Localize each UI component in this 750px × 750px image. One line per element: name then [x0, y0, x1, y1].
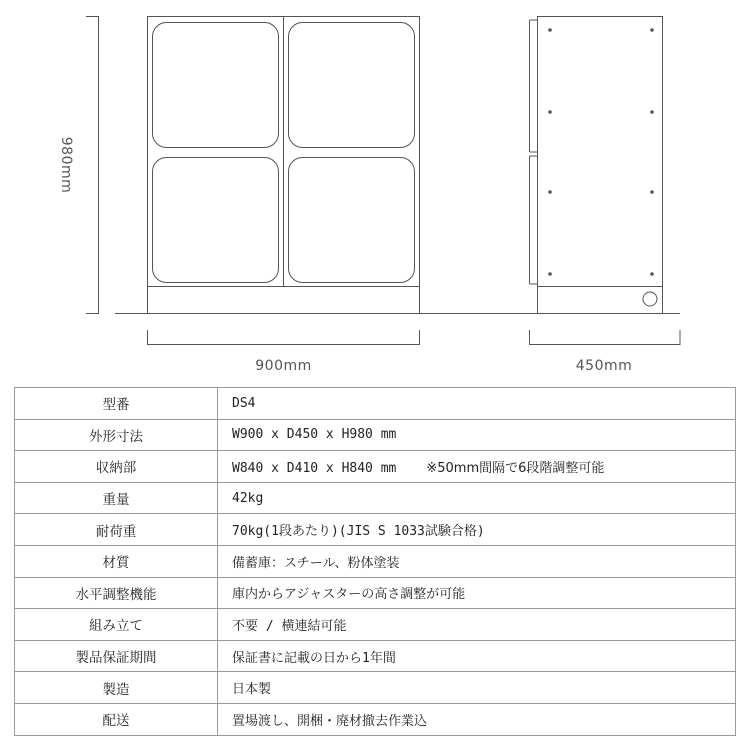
spec-value: 日本製 [232, 682, 272, 698]
spec-key: 配送 [15, 703, 218, 735]
spec-row [15, 640, 736, 672]
spec-row [15, 672, 736, 704]
spec-table [14, 387, 736, 736]
spec-value-cell [218, 451, 736, 483]
spec-value: 備蓄庫：スチール、粉体塗装 [232, 555, 400, 571]
door-panel-bottom-left [153, 158, 279, 283]
side-outline [538, 17, 663, 314]
spec-value-cell [218, 703, 736, 735]
spec-value: 保証書に記載の日から1年間 [232, 650, 396, 666]
spec-row [15, 419, 736, 451]
spec-key: 製品保証期間 [15, 640, 218, 672]
side-view [530, 17, 663, 314]
spec-row [15, 514, 736, 546]
spec-value: 庫内からアジャスターの高さ調整が可能 [232, 587, 466, 603]
spec-value: W900 x D450 x H980 mm [232, 427, 397, 443]
spec-key: 収納部 [15, 451, 218, 483]
height-label: 980mm [58, 136, 74, 194]
spec-value-cell [218, 388, 736, 420]
height-dimension [86, 17, 99, 314]
spec-value-cell [218, 419, 736, 451]
spec-value: 42kg [232, 490, 264, 506]
spec-value-cell [218, 514, 736, 546]
spec-row [15, 545, 736, 577]
side-view-holes [548, 28, 654, 276]
adjuster-icon [643, 292, 657, 306]
spec-value: DS4 [232, 395, 256, 411]
spec-value-cell [218, 609, 736, 641]
depth-label: 450mm [575, 358, 633, 374]
spec-value: 70kg(1段あたり)(JIS S 1033試験合格) [232, 524, 485, 540]
spec-value-cell [218, 577, 736, 609]
spec-key: 重量 [15, 482, 218, 514]
spec-key: 外形寸法 [15, 419, 218, 451]
spec-row [15, 703, 736, 735]
width-label: 900mm [255, 358, 312, 374]
spec-value-cell [218, 640, 736, 672]
spec-key: 材質 [15, 545, 218, 577]
door-panel-top-left [153, 23, 279, 148]
spec-row [15, 577, 736, 609]
front-view [148, 17, 420, 314]
width-dimension [148, 330, 420, 345]
spec-value: 不要 / 横連結可能 [232, 618, 347, 634]
spec-row [15, 609, 736, 641]
depth-dimension [530, 330, 681, 345]
spec-value: W840 x D410 x H840 mm [232, 460, 397, 476]
spec-key: 製造 [15, 672, 218, 704]
spec-key: 耐荷重 [15, 514, 218, 546]
spec-note: ※50mm間隔で6段階調整可能 [426, 460, 605, 476]
spec-row [15, 482, 736, 514]
spec-value-cell [218, 482, 736, 514]
spec-row [15, 451, 736, 483]
door-panel-bottom-right [289, 158, 415, 283]
spec-row [15, 388, 736, 420]
spec-key: 組み立て [15, 609, 218, 641]
door-panel-top-right [289, 23, 415, 148]
spec-value: 置場渡し、開梱・廃材撤去作業込 [232, 713, 428, 729]
spec-key: 型番 [15, 388, 218, 420]
spec-key: 水平調整機能 [15, 577, 218, 609]
spec-value-cell [218, 672, 736, 704]
spec-value-cell [218, 545, 736, 577]
